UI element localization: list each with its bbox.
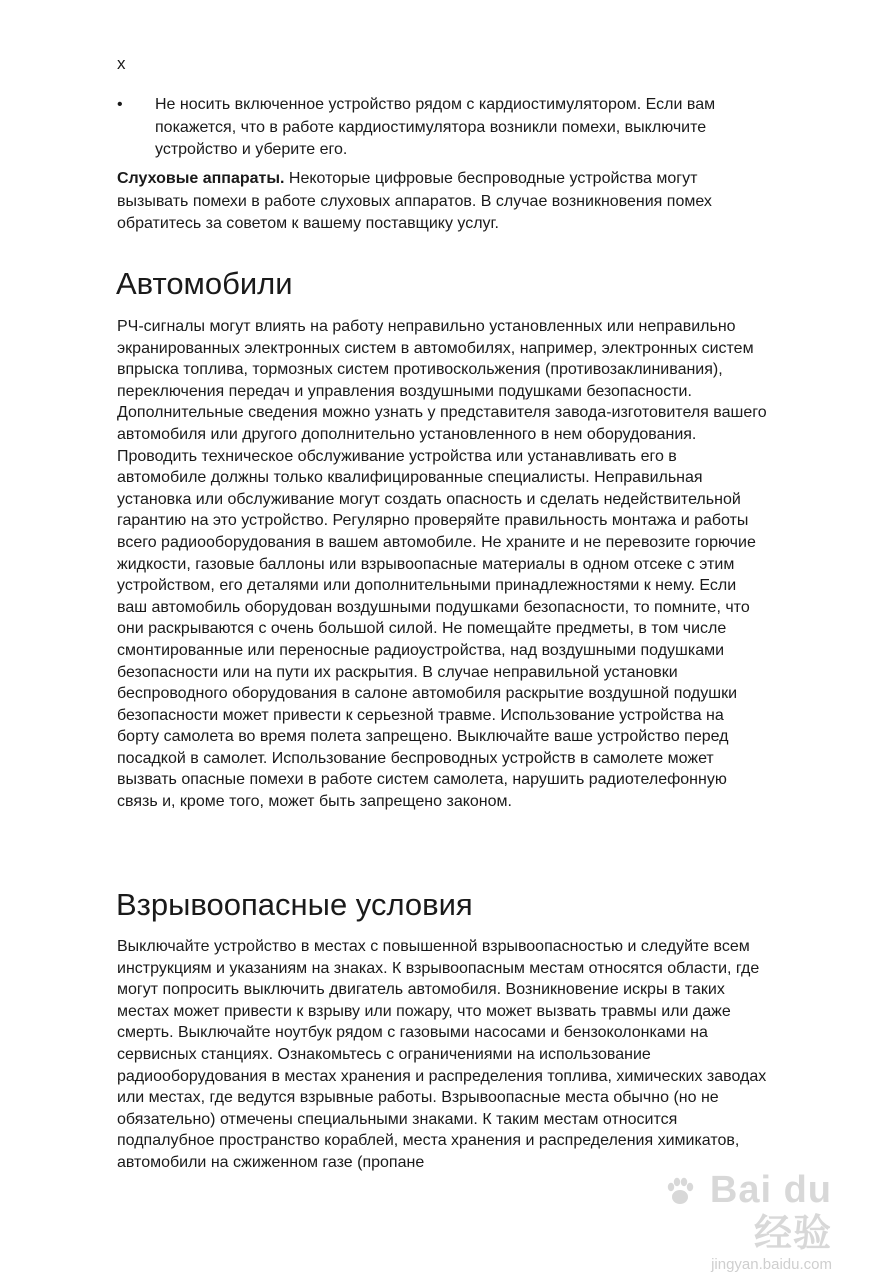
bullet-marker: •	[117, 96, 123, 113]
section-heading-cars: Автомобили	[116, 266, 293, 301]
watermark-url: jingyan.baidu.com	[711, 1256, 832, 1273]
page-number: x	[117, 54, 126, 73]
pacemaker-bullet-text: Не носить включенное устройство рядом с кардиостимулятором. Если вам покажется, что в работе кардиостимулятора возникли помехи, выключите устройство и уберите его.	[155, 96, 716, 158]
watermark-logo-text: Bai du 经验	[709, 1169, 832, 1255]
cars-paragraph: РЧ-сигналы могут влиять на работу неправильно установленных или неправильно экранированных электронных систем в автомобилях, например, электронных систем впрыска топлива, тормозных систем противоскольжения (противозаклинивания), переключения передач и управления воздушными подушками безопасности. Дополнительные сведения можно узнать у представителя завода-изготовителя вашего автомобиля или другого дополнительно установленного в нем оборудования. Проводить техническое обслуживание устройства или устанавливать его в автомобиле должны только квалифицированные специалисты. Неправильная установка или обслуживание могут создать опасность и сделать недействительной гарантию на это устройство. Регулярно проверяйте правильность монтажа и работы всего радиооборудования в вашем автомобиле. Не храните и не перевозите горючие жидкости, газовые баллоны или взрывоопасные материалы в одном отсеке с этим устройством, его деталями или дополнительными принадлежностями к нему. Если ваш автомобиль оборудован воздушными подушками безопасности, то помните, что они раскрываются с очень большой силой. Не помещайте предметы, в том числе смонтированные или переносные радиоустройства, над воздушными подушками безопасности или на пути их раскрытия. В случае неправильной установки беспроводного оборудования в салоне автомобиля раскрытие воздушной подушки безопасности может привести к серьезной травме. Использование устройства на борту самолета во время полета запрещено. Выключайте ваше устройство перед посадкой в самолет. Использование беспроводных устройств в самолете может вызвать опасные помехи в работе систем самолета, нарушить радиотелефонную связь и, кроме того, может быть запрещено законом.	[117, 318, 767, 811]
paw-icon	[662, 1174, 698, 1210]
hearing-aids-lead: Слуховые аппараты.	[117, 170, 285, 187]
watermark-logo	[632, 1168, 832, 1256]
section-heading-explosive: Взрывоопасные условия	[116, 887, 473, 922]
pacemaker-bullet-item	[117, 94, 767, 162]
explosive-paragraph: Выключайте устройство в местах с повышенной взрывоопасностью и следуйте всем инструкциям и указаниям на знаках. К взрывоопасным местам относятся области, где могут попросить выключить двигатель автомобиля. Возникновение искры в таких местах может привести к взрыву или пожару, что может вызвать травмы или даже смерть. Выключайте ноутбук рядом с газовыми насосами и бензоколонками на сервисных станциях. Ознакомьтесь с ограничениями на использование радиооборудования в местах хранения и распределения топлива, химических заводах или местах, где ведутся взрывные работы. Взрывоопасные места обычно (но не обязательно) отмечены специальными знаками. К таким местам относится подпалубное пространство кораблей, места хранения и распределения химикатов, автомобили на сжиженном газе (пропане	[117, 938, 767, 1171]
hearing-aids-paragraph	[117, 168, 767, 236]
hearing-aids-text: Некоторые цифровые беспроводные устройства могут вызывать помехи в работе слуховых аппаратов. В случае возникновения помех обратитесь за советом к вашему поставщику услуг.	[117, 170, 712, 232]
baidu-watermark	[632, 1168, 832, 1274]
